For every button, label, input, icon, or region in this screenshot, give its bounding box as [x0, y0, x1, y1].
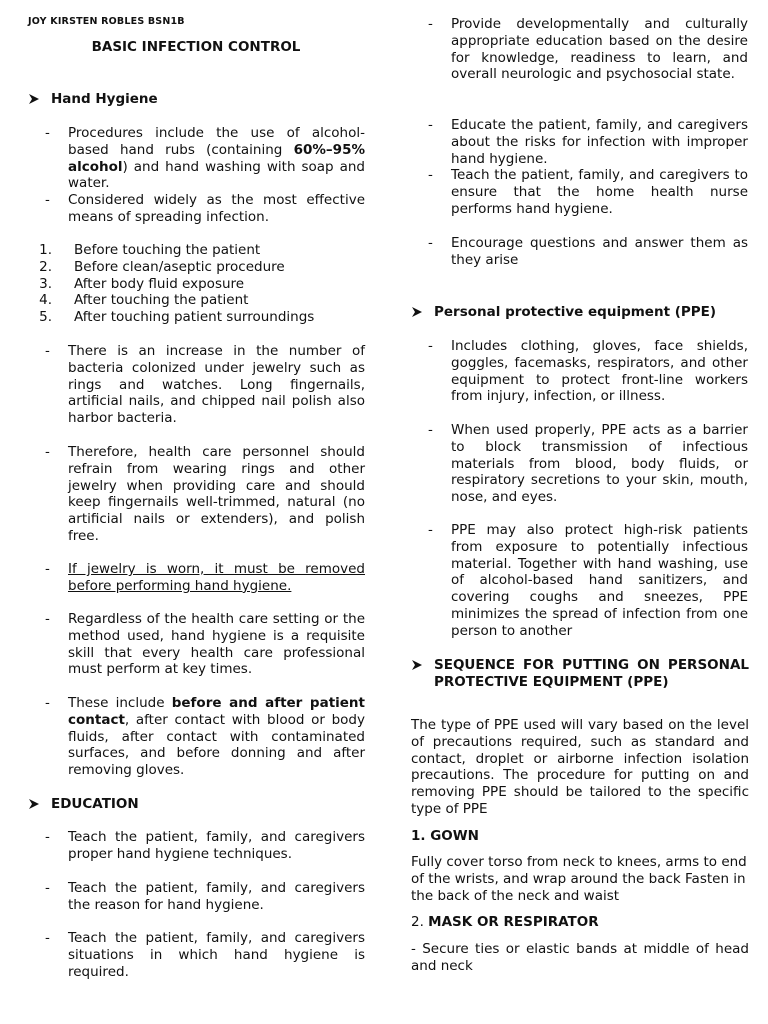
- list-item: [28, 611, 365, 678]
- bullet-text: Includes clothing, gloves, face shields, goggles, facemasks, respirators, and other equipment to protect front-line workers from injury, infection, or illness.: [451, 338, 748, 405]
- document-title: BASIC INFECTION CONTROL: [91, 39, 301, 55]
- list-item: [28, 880, 365, 914]
- step-heading-gown: 1. GOWN: [411, 828, 479, 844]
- dash-bullet: -: [428, 422, 433, 438]
- bullet-text: Teach the patient, family, and caregivers proper hand hygiene techniques.: [68, 829, 365, 862]
- numbered-item: 1. Before touching the patient: [39, 242, 261, 258]
- arrow-bullet-icon: [28, 796, 51, 810]
- sequence-intro: The type of PPE used will vary based on the level of precautions required, such as standard and contact, droplet or airborne infection isolation precautions. The procedure for putting on and removing PPE should be tailored to the specific type of PPE: [411, 717, 749, 817]
- numbered-item: 2. Before clean/aseptic procedure: [39, 258, 285, 275]
- list-item: [28, 343, 365, 427]
- dash-bullet: -: [45, 561, 50, 577]
- list-item: [28, 444, 365, 545]
- dash-bullet: -: [45, 829, 50, 845]
- list-item: [411, 522, 748, 640]
- section-heading-label: Hand Hygiene: [51, 91, 158, 107]
- list-item: [411, 422, 748, 506]
- dash-bullet: -: [45, 343, 50, 359]
- numbered-item: 5. After touching patient surroundings: [39, 309, 315, 326]
- numbered-item: 3. After body fluid exposure: [39, 275, 245, 292]
- bullet-text: Provide developmentally and culturally appropriate education based on the desire for knowledge, readiness to learn, and overall neurologic and psychosocial state.: [451, 16, 748, 83]
- dash-bullet: -: [45, 444, 50, 460]
- list-item: [411, 338, 748, 405]
- bullet-text: Regardless of the health care setting or the method used, hand hygiene is a requisite skill that every health care professional must perform at key times.: [68, 611, 365, 678]
- dash-bullet: -: [428, 167, 433, 183]
- arrow-bullet-icon: [411, 304, 434, 318]
- section-heading-label: Personal protective equipment (PPE): [434, 304, 717, 320]
- arrow-bullet-icon: [411, 657, 434, 671]
- dash-bullet: -: [45, 880, 50, 896]
- bullet-text-underlined: If jewelry is worn, it must be removed before performing hand hygiene.: [68, 561, 365, 594]
- section-heading-label: EDUCATION: [51, 796, 139, 812]
- section-heading-hand-hygiene: [28, 91, 158, 107]
- bullet-text: PPE may also protect high-risk patients from exposure to potentially infectious material. Together with hand washing, use of alcohol-based hand sanitizers, and covering coughs and sneezes, PPE minimizes the spread of infection from one person to another: [451, 522, 748, 639]
- bullet-text: Teach the patient, family, and caregivers situations in which hand hygiene is required.: [68, 930, 365, 980]
- dash-bullet: -: [428, 235, 433, 251]
- bullet-text: These include before and after patient contact, after contact with blood or body fluids, after contact with contaminated surfaces, and before donning and after removing gloves.: [68, 695, 365, 779]
- list-item: [411, 117, 748, 167]
- list-item: [411, 16, 748, 83]
- author-name: JOY KIRSTEN ROBLES BSN1B: [28, 16, 185, 27]
- dash-bullet: -: [45, 930, 50, 946]
- step-text-mask: - Secure ties or elastic bands at middle of head and neck: [411, 941, 749, 974]
- bullet-text: Procedures include the use of alcohol-based hand rubs (containing 60%–95% alcohol) and hand washing with soap and water.: [68, 125, 365, 192]
- bullet-text: When used properly, PPE acts as a barrier to block transmission of infectious materials from blood, body fluids, or respiratory secretions to your skin, mouth, nose, and eyes.: [451, 422, 748, 506]
- numbered-item: 4. After touching the patient: [39, 292, 249, 309]
- list-item: [28, 192, 365, 226]
- dash-bullet: -: [428, 117, 433, 133]
- dash-bullet: -: [45, 125, 50, 141]
- bullet-text: Educate the patient, family, and caregivers about the risks for infection with improper hand hygiene.: [451, 117, 748, 167]
- five-moments-list: [28, 242, 366, 326]
- section-heading-ppe: [411, 304, 716, 320]
- bullet-text: Encourage questions and answer them as they arise: [451, 235, 748, 268]
- bullet-text: There is an increase in the number of bacteria colonized under jewelry such as rings and watches. Long fingernails, artificial nails, and chipped nail polish also harbor bacteria.: [68, 343, 365, 427]
- arrow-bullet-icon: [28, 91, 51, 105]
- bullet-text: Therefore, health care personnel should refrain from wearing rings and other jewelry when providing care and should keep fingernails well-trimmed, natural (no artificial nails or extenders), and polish free.: [68, 444, 365, 544]
- dash-bullet: -: [45, 192, 50, 208]
- list-item: [28, 829, 365, 863]
- dash-bullet: -: [428, 522, 433, 538]
- section-heading-education: [28, 796, 139, 812]
- step-text-gown: Fully cover torso from neck to knees, arms to end of the wrists, and wrap around the back Fasten in the back of the neck and waist: [411, 854, 747, 904]
- dash-bullet: -: [45, 695, 50, 711]
- list-item: [28, 930, 365, 980]
- bullet-text: Teach the patient, family, and caregivers to ensure that the home health nurse performs hand hygiene.: [451, 167, 748, 217]
- list-item: [28, 561, 365, 595]
- bullet-text: Considered widely as the most effective means of spreading infection.: [68, 192, 365, 225]
- bullet-text: Teach the patient, family, and caregivers the reason for hand hygiene.: [68, 880, 365, 913]
- section-heading-sequence: [411, 657, 749, 691]
- list-item: [411, 235, 748, 269]
- dash-bullet: -: [428, 338, 433, 354]
- section-heading-label: SEQUENCE FOR PUTTING ON PERSONAL PROTECTIVE EQUIPMENT (PPE): [434, 657, 749, 690]
- step-heading-mask: 2. MASK OR RESPIRATOR: [411, 914, 599, 930]
- dash-bullet: -: [428, 16, 433, 32]
- list-item: [411, 167, 748, 217]
- dash-bullet: -: [45, 611, 50, 627]
- list-item: [28, 695, 365, 779]
- list-item: [28, 125, 365, 192]
